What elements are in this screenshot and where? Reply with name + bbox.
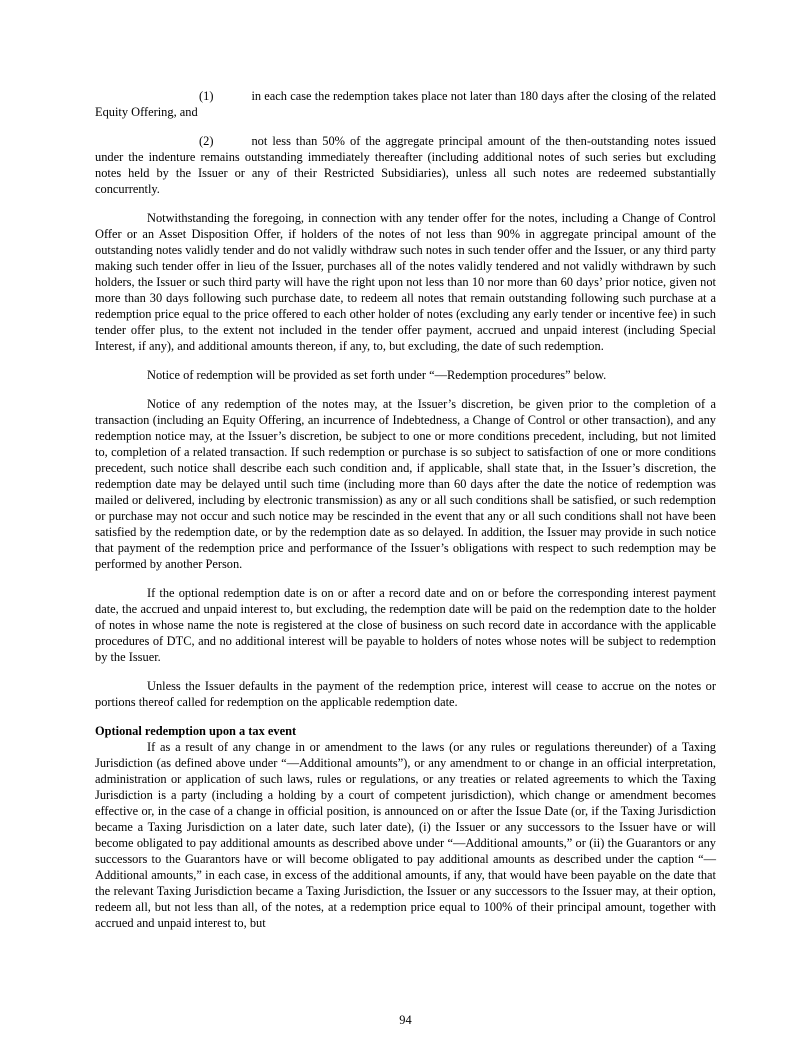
paragraph-tax-event: If as a result of any change in or amendment to the laws (or any rules or regulations thereunder) of a Taxing Jurisdiction (as defined above under “—Additional amounts”), or any amendment to or change in an official interpretation, administration or application of such laws, rules or regulations, or any treaties or related agreements to which the Taxing Jurisdiction is a party (including a holding by a court of competent jurisdiction), which change or amendment becomes effective or, in the case of a change in official position, is announced on or after the Issue Date (or, if the Taxing Jurisdiction became a Taxing Jurisdiction on a later date, such later date), (i) the Issuer or any successors to the Issuer have or will become obligated to pay additional amounts as described above under “—Additional amounts,” or (ii) the Guarantors or any successors to the Guarantors have or will become obligated to pay additional amounts as described under the caption “—Additional amounts,” in each case, in excess of the additional amounts, if any, that would have been payable on the date that the relevant Taxing Jurisdiction became a Taxing Jurisdiction, the Issuer or any successors to the Issuer may, at their option, redeem all, but not less than all, of the notes, at a redemption price equal to 100% of their principal amount, together with accrued and unpaid interest to, but (95, 740, 716, 930)
paragraph-notice-procedures: Notice of redemption will be provided as set forth under “—Redemption procedures” below. (147, 368, 607, 382)
numbered-clause-2 (95, 133, 716, 197)
clause-1-label: (1) (199, 89, 214, 103)
paragraph-notice-discretion: Notice of any redemption of the notes may, at the Issuer’s discretion, be given prior to the completion of a transaction (including an Equity Offering, an incurrence of Indebtedness, a Change of Control or other transaction), and any redemption notice may, at the Issuer’s discretion, be subject to one or more conditions precedent, including, but not limited to, completion of a related transaction. If such redemption or purchase is so subject to satisfaction of one or more conditions precedent, such notice shall describe each such condition and, if applicable, shall state that, in the Issuer’s discretion, the redemption date may be delayed until such time (including more than 60 days after the date the notice of redemption was mailed or delivered, including by electronic transmission) as any or all such conditions shall be satisfied, or such redemption or purchase may not occur and such notice may be rescinded in the event that any or all such conditions shall not have been satisfied by the redemption date, or by the redemption date as so delayed. In addition, the Issuer may provide in such notice that payment of the redemption price and performance of the Issuer’s obligations with respect to such redemption may be performed by another Person. (95, 397, 716, 571)
page-number: 94 (399, 1013, 412, 1027)
clause-1-text: in each case the redemption takes place not later than 180 days after the closing of the related Equity Offering, and (95, 89, 716, 119)
numbered-clause-1 (95, 88, 716, 120)
paragraph-tender-offer: Notwithstanding the foregoing, in connection with any tender offer for the notes, including a Change of Control Offer or an Asset Disposition Offer, if holders of the notes of not less than 90% in aggregate principal amount of the outstanding notes validly tender and do not validly withdraw such notes in such tender offer and the Issuer, or any third party making such tender offer in lieu of the Issuer, purchases all of the notes validly tendered and not validly withdrawn by such holders, the Issuer or such third party will have the right upon not less than 10 nor more than 60 days’ prior notice, given not more than 30 days following such purchase date, to redeem all notes that remain outstanding following such purchase at a redemption price equal to the price offered to each other holder of notes (excluding any early tender or incentive fee) in such tender offer plus, to the extent not included in the tender offer payment, accrued and unpaid interest (including Special Interest, if any), and additional amounts thereon, if any, to, but excluding, the date of such redemption. (95, 211, 716, 353)
paragraph-record-date: If the optional redemption date is on or after a record date and on or before the corresponding interest payment date, the accrued and unpaid interest to, but excluding, the redemption date will be paid on the redemption date to the holder of notes in whose name the note is registered at the close of business on such record date in accordance with the applicable procedures of DTC, and no additional interest will be payable to holders of notes whose notes will be subject to redemption by the Issuer. (95, 586, 716, 664)
section-heading-tax-event: Optional redemption upon a tax event (95, 724, 297, 738)
clause-2-label: (2) (199, 134, 214, 148)
paragraph-cease-accrue: Unless the Issuer defaults in the payment of the redemption price, interest will cease to accrue on the notes or portions thereof called for redemption on the applicable redemption date. (95, 679, 716, 709)
clause-2-text: not less than 50% of the aggregate principal amount of the then-outstanding notes issued under the indenture remains outstanding immediately thereafter (including additional notes of such series but excluding notes held by the Issuer or any of their Restricted Subsidiaries), unless all such notes are redeemed substantially concurrently. (95, 134, 716, 196)
document-body (95, 88, 716, 931)
